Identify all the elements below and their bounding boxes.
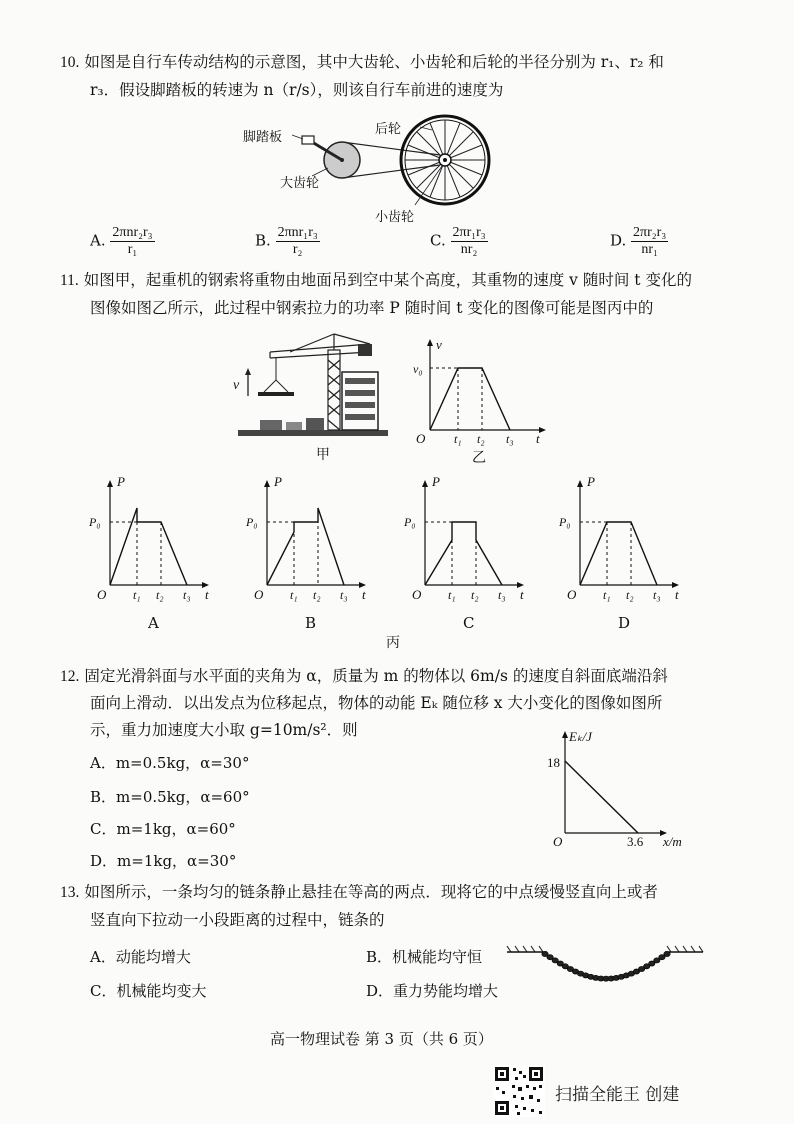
q13-line2: 竖直向下拉动一小段距离的过程中，链条的 [90,911,385,929]
q10-number: 10. [60,54,80,71]
pt-p-label: P [432,474,440,489]
pt-graphs [89,470,695,610]
pt-y-arrow [577,480,583,487]
pt-t1-label: t₁ [448,588,456,602]
ek-ylabel: Eₖ/J [569,729,592,744]
graph-d-letter[interactable]: D [618,614,631,632]
label-small-gear: 小齿轮 [375,210,415,225]
pt-y-arrow [107,480,113,487]
pt-origin-label: O [567,587,577,602]
pt-graph-d [558,474,679,602]
pt-t3-label: t₃ [183,588,191,602]
q12-text-1: 固定光滑斜面与水平面的夹角为 α，质量为 m 的物体以 6m/s 的速度自斜面底端沿斜 [84,667,668,685]
page-footer: 高一物理试卷 第 3 页（共 6 页） [270,1030,493,1048]
fig-jia-caption: 甲 [316,447,330,463]
q12-number: 12. [60,668,80,685]
pt-origin-label: O [412,587,422,602]
ek-origin: O [553,834,563,849]
vt-v0-label: v₀ [413,362,423,376]
q13-number: 13. [60,884,80,901]
pt-series-line [267,508,344,585]
crane-v-label: v [233,378,240,393]
label-pedal: 脚踏板 [243,130,283,145]
pt-y-arrow [422,480,428,487]
q12-option-a[interactable]: A．m=0.5kg，α=30° [90,754,250,772]
pt-t1-label: t₁ [290,588,298,602]
pt-p-label: P [117,474,125,489]
pt-t2-label: t₂ [471,588,479,602]
ek-x-graph [545,725,695,850]
pt-graph-b [245,474,366,602]
pt-origin-label: O [97,587,107,602]
pt-series-line [580,522,657,585]
pt-t3-label: t₃ [340,588,348,602]
ek-y-value: 18 [547,755,560,770]
ek-x-value: 3.6 [627,834,644,849]
vt-t2-label: t₂ [477,432,485,446]
fig-yi-caption: 乙 [472,450,486,466]
pt-y-arrow [264,480,270,487]
chain-link [664,951,670,956]
q13-option-c[interactable]: C．机械能均变大 [90,982,207,1000]
pt-t2-label: t₂ [626,588,634,602]
vt-graph [410,335,550,445]
q13-option-d[interactable]: D．重力势能均增大 [366,982,499,1000]
q12-line2: 面向上滑动．以出发点为位移起点，物体的动能 Eₖ 随位移 x 大小变化的图像如图所 [90,694,663,712]
pt-t3-label: t₃ [653,588,661,602]
graph-c-letter[interactable]: C [463,614,475,632]
q10-line1 [60,52,664,73]
crane-figure [230,330,390,442]
label-big-gear: 大齿轮 [280,176,320,191]
ek-series-line [565,761,638,833]
graph-a-letter[interactable]: A [148,614,159,632]
q13-option-a[interactable]: A．动能均增大 [90,948,191,966]
q10-line2: r₃．假设脚踏板的转速为 n（r/s），则该自行车前进的速度为 [90,81,504,99]
pt-p0-label: P₀ [404,515,416,529]
chain-figure [505,940,705,990]
pt-series-line [110,508,187,585]
q10-option-d[interactable]: D. $\frac{\text{2πr₂r₃}}{\text{nr₁}}$ [610,225,667,257]
q12-line1 [60,666,668,687]
pt-t-label: t [362,587,366,602]
vt-t1-label: t₁ [454,432,462,446]
graph-b-letter[interactable]: B [305,614,317,632]
pt-series-line [425,522,502,585]
vt-v-label: v [436,337,442,352]
pt-p0-label: P₀ [246,515,258,529]
pt-p-label: P [587,474,595,489]
vt-t-label: t [536,431,540,446]
q11-number: 11. [60,272,79,289]
label-rear-wheel: 后轮 [375,122,402,137]
q11-line1 [60,270,692,291]
pt-p-label: P [274,474,282,489]
q10-option-c[interactable]: C. $\frac{\text{2πr₁r₃}}{\text{nr₂}}$ [430,225,486,257]
pedal [302,136,314,144]
qr-code-icon [493,1065,545,1117]
q10-text-1: 如图是自行车传动结构的示意图，其中大齿轮、小齿轮和后轮的半径分别为 r₁、r₂ 和 [84,53,664,71]
q11-text-1: 如图甲，起重机的钢索将重物由地面吊到空中某个高度，其重物的速度 v 随时间 t 变化的 [83,271,692,289]
pt-graph-a [88,474,209,602]
pt-t-label: t [675,587,679,602]
q13-text-1: 如图所示，一条均匀的链条静止悬挂在等高的两点．现将它的中点缓慢竖直向上或者 [84,883,658,901]
pt-graph-c [403,474,524,602]
fig-bing-caption: 丙 [386,635,400,651]
pt-t2-label: t₂ [156,588,164,602]
q12-line3: 示，重力加速度大小取 g=10m/s²．则 [90,721,358,739]
pt-p0-label: P₀ [559,515,571,529]
vt-origin-label: O [416,431,426,446]
q11-line2: 图像如图乙所示，此过程中钢索拉力的功率 P 随时间 t 变化的图像可能是图丙中的 [90,299,654,317]
q12-option-d[interactable]: D．m=1kg，α=30° [90,852,237,870]
pt-t3-label: t₃ [498,588,506,602]
q10-option-a[interactable]: A. $\frac{\text{2πnr₂r₃}}{\text{r₁}}$ [90,225,153,257]
q13-line1 [60,882,658,903]
vt-series-line [430,368,510,430]
pt-t-label: t [520,587,524,602]
ek-xlabel: x/m [663,834,682,849]
pt-origin-label: O [254,587,264,602]
pt-t1-label: t₁ [133,588,141,602]
pt-t1-label: t₁ [603,588,611,602]
q12-option-c[interactable]: C．m=1kg，α=60° [90,820,236,838]
pt-t2-label: t₂ [313,588,321,602]
q13-option-b[interactable]: B．机械能均守恒 [366,948,483,966]
q12-option-b[interactable]: B．m=0.5kg，α=60° [90,788,250,806]
pt-t-label: t [205,587,209,602]
watermark-text: 扫描全能王 创建 [555,1085,680,1105]
pt-p0-label: P₀ [89,515,101,529]
vt-t3-label: t₃ [506,432,514,446]
q10-option-b[interactable]: B. $\frac{\text{2πnr₁r₃}}{\text{r₂}}$ [255,225,318,257]
